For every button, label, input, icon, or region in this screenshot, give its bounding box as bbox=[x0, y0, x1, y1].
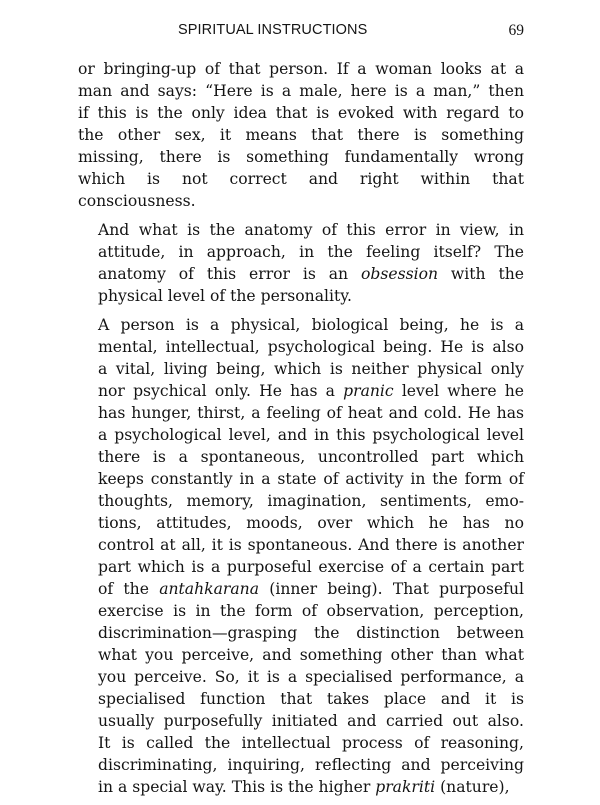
page-number: 69 bbox=[508, 22, 524, 39]
text-line: in a special way. This is the higher prakriti (nature), bbox=[98, 778, 510, 796]
text-line: part which is a purposeful exercise of a certain part bbox=[98, 558, 524, 576]
text-line: or bringing-up of that person. If a woman looks at a bbox=[78, 60, 524, 78]
text-line: if this is the only idea that is evoked with regard to bbox=[78, 104, 524, 122]
paragraph-2 bbox=[78, 219, 524, 307]
text-line: has hunger, thirst, a feeling of heat and cold. He has bbox=[98, 404, 524, 422]
running-title: SPIRITUAL INSTRUCTIONS bbox=[178, 22, 368, 38]
text-line: nor psychical only. He has a pranic level where he bbox=[98, 382, 525, 400]
running-header bbox=[78, 22, 524, 42]
page-body-text bbox=[78, 58, 524, 805]
text-line: usually purposefully initiated and carried out also. bbox=[98, 712, 524, 730]
paragraph-1 bbox=[78, 58, 524, 212]
text-line: attitude, in approach, in the feeling itself? The bbox=[98, 243, 524, 261]
text-line: which is not correct and right within that bbox=[78, 170, 524, 188]
text-line: discrimination—grasping the distinction between bbox=[98, 624, 524, 642]
text-line: A person is a physical, biological being, he is a bbox=[98, 316, 524, 334]
text-line: exercise is in the form of observation, perception, bbox=[98, 602, 524, 620]
text-line: a psychological level, and in this psychological level bbox=[98, 426, 524, 444]
text-line: keeps constantly in a state of activity in the form of bbox=[98, 470, 524, 488]
text-line: anatomy of this error is an obsession with the bbox=[98, 265, 524, 283]
italic-term: pranic bbox=[343, 382, 394, 400]
text-line: consciousness. bbox=[78, 192, 196, 210]
paragraph-3 bbox=[78, 314, 524, 798]
text-line: there is a spontaneous, uncontrolled part which bbox=[98, 448, 524, 466]
text-line: you perceive. So, it is a specialised performance, a bbox=[98, 668, 524, 686]
text-line: man and says: “Here is a male, here is a man,” then bbox=[78, 82, 524, 100]
text-line: the other sex, it means that there is something bbox=[78, 126, 524, 144]
text-line: thoughts, memory, imagination, sentiments, emo- bbox=[98, 492, 524, 510]
text-line: specialised function that takes place and it is bbox=[98, 690, 524, 708]
text-line: what you perceive, and something other than what bbox=[98, 646, 524, 664]
text-line: tions, attitudes, moods, over which he has no bbox=[98, 514, 524, 532]
italic-term: prakriti bbox=[375, 778, 436, 796]
text-line: mental, intellectual, psychological being. He is also bbox=[98, 338, 524, 356]
text-line: discriminating, inquiring, reflecting and perceiving bbox=[98, 756, 524, 774]
italic-term: antahkarana bbox=[159, 580, 259, 598]
text-line: of the antahkarana (inner being). That purposeful bbox=[98, 580, 524, 598]
italic-term: obsession bbox=[361, 265, 439, 283]
text-line: missing, there is something fundamentally wrong bbox=[78, 148, 524, 166]
text-line: It is called the intellectual process of reasoning, bbox=[98, 734, 524, 752]
text-line: a vital, living being, which is neither physical only bbox=[98, 360, 524, 378]
text-line: physical level of the personality. bbox=[98, 287, 352, 305]
text-line: And what is the anatomy of this error in view, in bbox=[98, 221, 524, 239]
text-line: control at all, it is spontaneous. And there is another bbox=[98, 536, 524, 554]
